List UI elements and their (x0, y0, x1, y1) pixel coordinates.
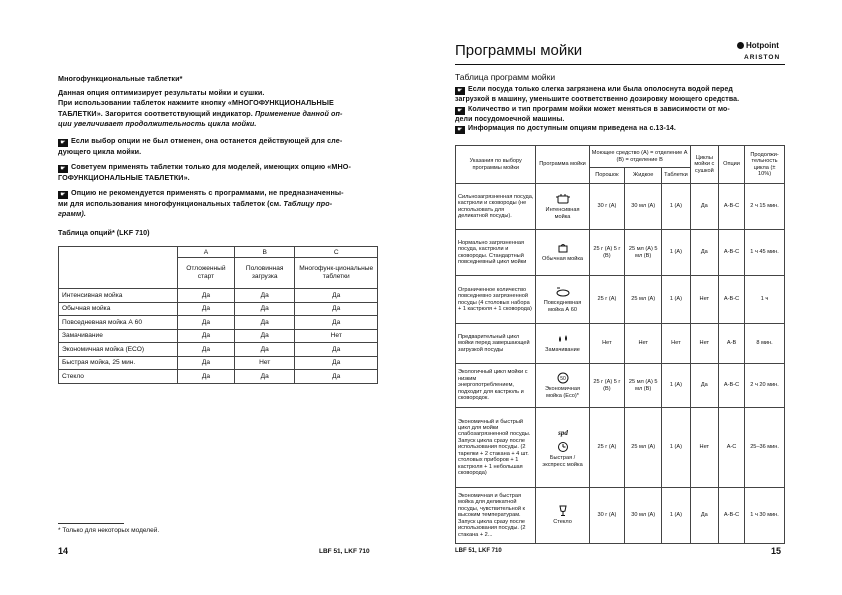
row-name: Интенсивная мойка (59, 289, 178, 303)
hand-icon: ☛ (58, 165, 68, 173)
tablets-heading: Многофункциональные таблетки* (58, 74, 183, 83)
table-row (456, 488, 785, 544)
footnote: * Только для некоторых моделей. (58, 527, 160, 534)
cell-a: Да (178, 289, 235, 303)
cell-dry: Нет (690, 408, 718, 488)
note2-line2: ГОФУНКЦИОНАЛЬНЫЕ ТАБЛЕТКИ». (58, 173, 190, 182)
programs-notes (455, 85, 785, 134)
programs-table-subtitle: Таблица программ мойки (455, 72, 556, 82)
program-name: Экономичная мойка (Eco)* (545, 386, 580, 399)
tablets-para-line2: При использовании таблеток нажмите кнопку «МНОГОФУНКЦИОНАЛЬНЫЕ (58, 98, 334, 108)
cell-a: Да (178, 356, 235, 370)
cell-options: А-В-С (718, 488, 744, 544)
table-row (59, 302, 378, 316)
programs-table (455, 145, 785, 544)
svg-text:50: 50 (559, 376, 566, 383)
soak-drops-icon (555, 333, 571, 345)
header-detergent: Моющее средство (А) = отделение А (В) = отделение В (589, 146, 690, 168)
r-note2-line1: Количество и тип программ мойки может меняться в зависимости от мо- (468, 105, 730, 113)
model-label-right: LBF 51, LKF 710 (455, 548, 502, 554)
cell-b: Да (234, 289, 295, 303)
cell-liquid: 30 мл (А) (625, 488, 662, 544)
header-liquid: Жидкое (625, 168, 662, 184)
eco-50-icon (555, 372, 571, 384)
cell-c: Да (295, 370, 378, 384)
table-row (59, 329, 378, 343)
cell-options: А-В-С (718, 276, 744, 324)
cell-duration: 1 ч (745, 276, 785, 324)
cell-c: Да (295, 302, 378, 316)
cell-liquid: 30 мл (А) (625, 184, 662, 230)
cell-b: Да (234, 343, 295, 357)
cell-tablets: 1 (А) (662, 364, 691, 408)
note-1 (58, 136, 388, 157)
cell-dry: Да (690, 184, 718, 230)
col-letter-a: A (178, 247, 235, 258)
header-options: Опции (718, 146, 744, 184)
row-name: Повседневная мойка А 60 (59, 316, 178, 330)
table-row (456, 230, 785, 276)
cell-duration: 2 ч 20 мин. (745, 364, 785, 408)
cell-b: Нет (234, 356, 295, 370)
brand-name: Hotpoint (746, 41, 779, 50)
cell-b: Да (234, 316, 295, 330)
cell-tablets: Нет (662, 324, 691, 364)
speed-icon (555, 427, 571, 439)
glass-icon (555, 505, 571, 517)
cell-c: Да (295, 356, 378, 370)
note3-line1: Опцию не рекомендуется применять с программами, не предназначенны- (71, 188, 344, 197)
cell-duration: 25–36 мин. (745, 408, 785, 488)
row-desc: Ограниченное количество повседневно загрязненной посуды (4 столовых набора + 1 кастрюля + 1 сковорода) (456, 276, 536, 324)
tablets-para-line3: ТАБЛЕТКИ». Загорится соответствующий индикатор. (58, 108, 253, 118)
cell-dry: Да (690, 230, 718, 276)
cell-a: Да (178, 370, 235, 384)
note-3: ☛ Опцию не рекомендуется применять с программами, не предназначенны- ми для использования многофункциональных таблеток (см. Таблицу про- грамм). (58, 188, 344, 219)
cell-options: А-В-С (718, 230, 744, 276)
cell-b: Да (234, 329, 295, 343)
cell-dry: Нет (690, 324, 718, 364)
hand-icon: ☛ (58, 139, 68, 147)
hand-icon: ☛ (455, 126, 465, 134)
row-program (536, 488, 589, 544)
cell-a: Да (178, 343, 235, 357)
table-row (456, 276, 785, 324)
tablets-para-line1: Данная опция оптимизирует результаты мойки и сушки. (58, 88, 265, 98)
program-name: Повседневная мойка А 60 (543, 300, 582, 313)
r-note1-line2: загрузкой в машину, уменьшите соответственно дозировку моющего средства. (455, 96, 740, 103)
svg-text:spd: spd (557, 429, 568, 438)
cell-c: Да (295, 316, 378, 330)
cell-dry: Да (690, 364, 718, 408)
note3-line3: грамм (58, 209, 82, 219)
row-desc: Сильнозагрязненная посуда, кастрюли и сковороды (не использовать для деликатной посуды). (456, 184, 536, 230)
row-program (536, 230, 589, 276)
table-row (59, 343, 378, 357)
options-table (58, 246, 378, 384)
col-header-multi-tablets: Многофунк-циональные таблетки (295, 258, 378, 289)
cell-liquid: 25 мл (А) 5 мл (В) (625, 230, 662, 276)
cell-powder: 30 г (А) (589, 184, 625, 230)
table-row (456, 408, 785, 488)
cell-powder: 25 г (А) (589, 408, 625, 488)
cell-a: Да (178, 302, 235, 316)
row-program (536, 408, 589, 488)
header-dry: Циклы мойки с сушкой (690, 146, 718, 184)
row-name: Стекло (59, 370, 178, 384)
page-number-left: 14 (58, 546, 69, 556)
note1-line2: дующего цикла мойки. (58, 147, 142, 156)
row-program (536, 184, 589, 230)
cell-tablets: 1 (А) (662, 276, 691, 324)
col-header-half-load: Половинная загрузка (234, 258, 295, 289)
cell-b: Да (234, 370, 295, 384)
row-desc: Экономичная и быстрая мойка для деликатной посуды, чувствительной к высоким температурам. Запуск цикла сразу после использования посуды. (2 стакана + 2... (456, 488, 536, 544)
col-header-delayed-start: Отложенный старт (178, 258, 235, 289)
note3-line2: ми для использования многофункциональных таблеток (см. (58, 199, 282, 208)
cell-options: А-С (718, 408, 744, 488)
r-note2-line2: дели посудомоечной машины. (455, 115, 565, 123)
programs-header-row-1 (456, 146, 785, 168)
cell-dry: Нет (690, 276, 718, 324)
cell-duration: 2 ч 15 мин. (745, 184, 785, 230)
cell-options: А-В (718, 324, 744, 364)
header-tablets: Таблетки (662, 168, 691, 184)
cell-powder: 25 г (А) 5 г (В) (589, 230, 625, 276)
model-label-left: LBF 51, LKF 710 (319, 548, 370, 555)
row-name: Замачивание (59, 329, 178, 343)
cell-b: Да (234, 302, 295, 316)
program-name: Быстрая / экспресс мойка (542, 455, 583, 468)
cell-tablets: 1 (А) (662, 488, 691, 544)
r-note1-line1: Если посуда только слегка загрязнена или была ополоснута водой перед (468, 86, 733, 93)
cell-a: Да (178, 329, 235, 343)
row-desc: Экологичный цикл мойки с низким энергопотреблением, подходит для кастрюль и сковородок. (456, 364, 536, 408)
hand-icon: ☛ (455, 107, 465, 115)
normal-pot-icon (555, 242, 571, 254)
page-number-right: 15 (771, 546, 782, 556)
table-row (59, 316, 378, 330)
program-name: Интенсивная мойка (545, 207, 580, 220)
brand-sub: ARISTON (744, 54, 781, 61)
row-name: Экономичная мойка (ECO) (59, 343, 178, 357)
brand-logo (737, 41, 779, 50)
header-powder: Порошок (589, 168, 625, 184)
row-desc: Экономичный и быстрый цикл для мойки слабозагрязненной посуды. Запуск цикла сразу после использования посуды. (2 тарелки + 2 стакана + 4 шт. столовых приборов + 1 кастрюля + 1 небольшая сковорода) (456, 408, 536, 488)
cell-duration: 1 ч 30 мин. (745, 488, 785, 544)
cell-powder: 30 г (А) (589, 488, 625, 544)
row-program (536, 364, 589, 408)
cell-a: Да (178, 316, 235, 330)
table-row (456, 184, 785, 230)
cell-c: Нет (295, 329, 378, 343)
options-table-letters-row (59, 247, 378, 258)
cell-c: Да (295, 289, 378, 303)
tablets-section: Многофункциональные таблетки* Данная опция оптимизирует результаты мойки и сушки. При использовании таблеток нажмите кнопку «МНОГОФУНКЦИОНАЛЬНЫЕ ТАБЛЕТКИ». Загорится соответствующий индикатор. Применение данной оп- ции увеличивает продолжительность цикла мойки. (58, 74, 388, 129)
row-name: Обычная мойка (59, 302, 178, 316)
program-name: Стекло (553, 519, 572, 526)
cell-options: А-В-С (718, 184, 744, 230)
page-title: Программы мойки (455, 42, 583, 59)
cell-duration: 1 ч 45 мин. (745, 230, 785, 276)
cell-dry: Да (690, 488, 718, 544)
row-program (536, 276, 589, 324)
brand-mark-icon (737, 42, 744, 49)
hand-icon: ☛ (455, 87, 465, 95)
cell-options: А-В-С (718, 364, 744, 408)
cell-tablets: 1 (А) (662, 230, 691, 276)
col-letter-c: C (295, 247, 378, 258)
table-row (59, 289, 378, 303)
row-desc: Предварительный цикл мойки перед завершающей загрузкой посуды (456, 324, 536, 364)
tablets-para-italic: Применение данной оп- (255, 108, 343, 118)
note3-italic: Таблицу про- (283, 199, 333, 208)
program-name: Замачивание (545, 347, 580, 354)
title-rule (455, 64, 785, 65)
hand-icon: ☛ (58, 191, 68, 199)
footnote-divider (58, 523, 124, 524)
cell-tablets: 1 (А) (662, 408, 691, 488)
cell-powder: 25 г (А) (589, 276, 625, 324)
tablets-para-line4: ции увеличивает продолжительность цикла мойки (58, 118, 255, 128)
cell-liquid: Нет (625, 324, 662, 364)
note-2 (58, 162, 388, 183)
cell-powder: Нет (589, 324, 625, 364)
col-letter-b: B (234, 247, 295, 258)
cell-tablets: 1 (А) (662, 184, 691, 230)
cell-powder: 25 г (А) 5 г (В) (589, 364, 625, 408)
note2-line1: Советуем применять таблетки только для моделей, имеющих опцию «МНО- (71, 162, 351, 171)
table-row (59, 356, 378, 370)
header-duration: Продолжи-тельность цикла (± 10%) (745, 146, 785, 184)
cell-c: Да (295, 343, 378, 357)
table-row (456, 324, 785, 364)
cell-liquid: 25 мл (А) 5 мл (В) (625, 364, 662, 408)
note1-line1: Если выбор опции не был отменен, она останется действующей для сле- (71, 136, 343, 145)
quick-clock-icon (555, 441, 571, 453)
daily-plate-icon (555, 286, 571, 298)
program-name: Обычная мойка (542, 256, 584, 263)
row-desc: Нормально загрязненная посуда, кастрюли и сковороды. Стандартный повседневный цикл мойки (456, 230, 536, 276)
header-program: Программа мойки (536, 146, 589, 184)
cell-duration: 8 мин. (745, 324, 785, 364)
cell-liquid: 25 мл (А) (625, 276, 662, 324)
table-row (59, 370, 378, 384)
table-row (456, 364, 785, 408)
empty-corner (59, 247, 178, 289)
intensive-pot-icon (555, 193, 571, 205)
r-note3: Информация по доступным опциям приведена на с.13-14. (468, 125, 676, 133)
cell-liquid: 25 мл (А) (625, 408, 662, 488)
header-indications: Указания по выбору программы мойки (456, 146, 536, 184)
options-table-caption: Таблица опций* (LKF 710) (58, 228, 150, 237)
row-name: Быстрая мойка, 25 мин. (59, 356, 178, 370)
row-program (536, 324, 589, 364)
